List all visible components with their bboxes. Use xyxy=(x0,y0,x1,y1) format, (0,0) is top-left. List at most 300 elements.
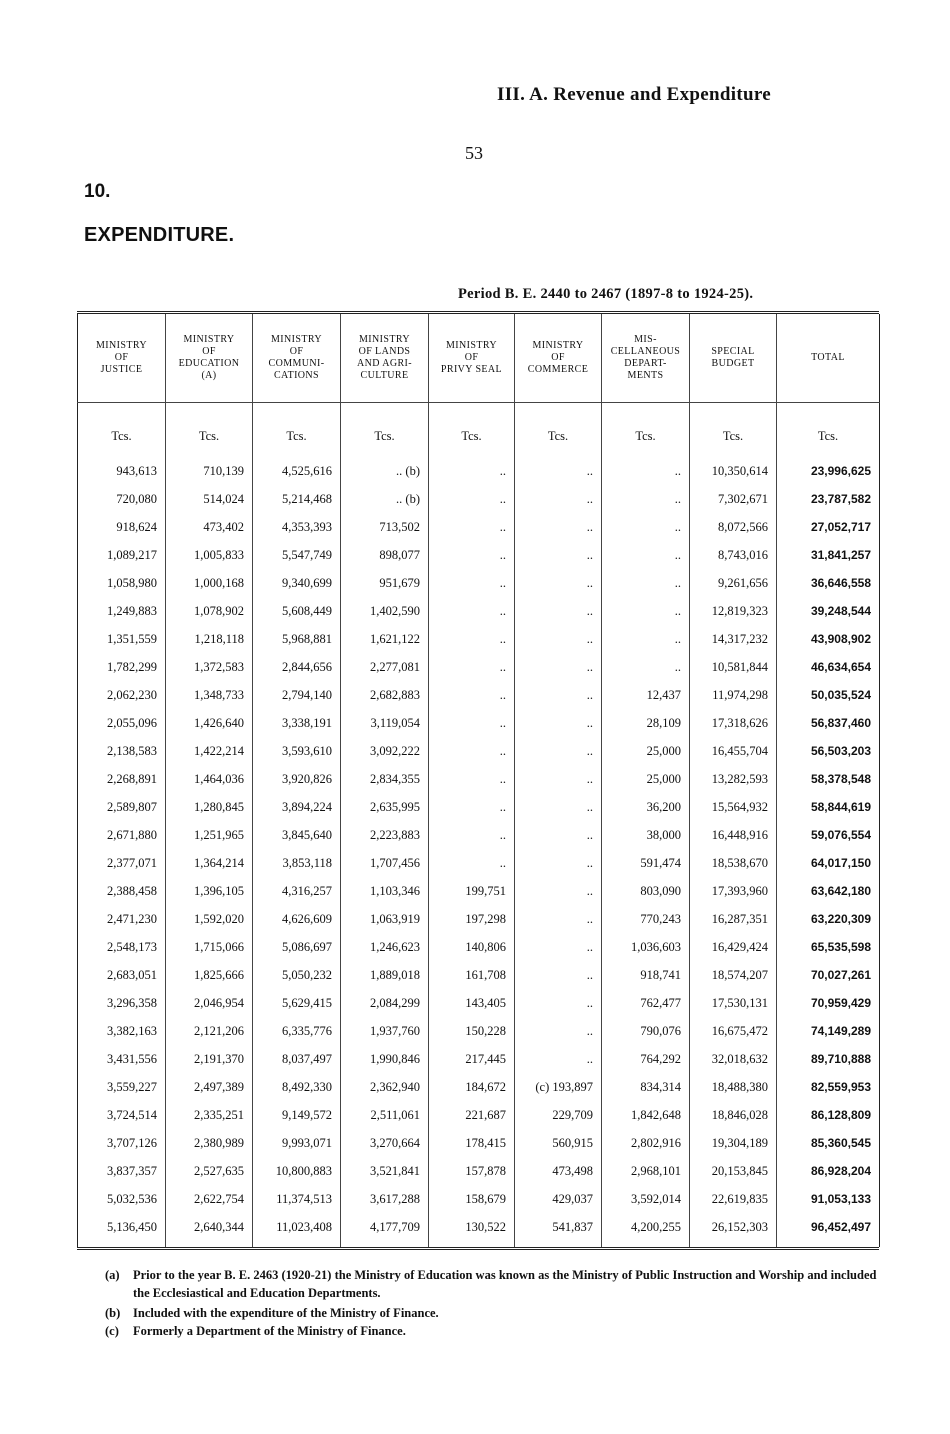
table-cell: 5,968,881 xyxy=(253,625,341,653)
table-cell: 429,037 xyxy=(515,1185,602,1213)
table-cell: 1,218,118 xyxy=(166,625,253,653)
table-cell: 5,629,415 xyxy=(253,989,341,1017)
table-cell: 2,277,081 xyxy=(341,653,429,681)
footnote-text: Formerly a Department of the Ministry of Finance. xyxy=(133,1324,406,1338)
table-cell: 1,889,018 xyxy=(341,961,429,989)
table-row xyxy=(78,989,880,1017)
table-cell: 770,243 xyxy=(602,905,690,933)
table-cell: 91,053,133 xyxy=(777,1185,880,1213)
table-cell: 22,619,835 xyxy=(690,1185,777,1213)
table-cell: 1,280,845 xyxy=(166,793,253,821)
table-cell: .. xyxy=(515,849,602,877)
table-cell: 5,032,536 xyxy=(78,1185,166,1213)
column-header-line: COMMERCE xyxy=(527,364,589,375)
table-cell: 3,617,288 xyxy=(341,1185,429,1213)
column-header-line: CULTURE xyxy=(360,370,409,381)
table-cell: 2,121,206 xyxy=(166,1017,253,1045)
table-cell: .. xyxy=(515,793,602,821)
table-cell: 217,445 xyxy=(429,1045,515,1073)
table-cell: 5,136,450 xyxy=(78,1213,166,1241)
table-cell: 43,908,902 xyxy=(777,625,880,653)
column-header xyxy=(602,314,690,403)
table-cell: 1,621,122 xyxy=(341,625,429,653)
unit-cell: Tcs. xyxy=(690,403,777,458)
table-cell: 713,502 xyxy=(341,513,429,541)
table-cell: .. xyxy=(515,513,602,541)
column-header-line: EDUCATION xyxy=(178,358,240,369)
table-row xyxy=(78,793,880,821)
table-cell: 140,806 xyxy=(429,933,515,961)
page-number: 53 xyxy=(465,143,483,163)
table-cell: .. xyxy=(602,457,690,485)
table-cell: 4,353,393 xyxy=(253,513,341,541)
table-cell: .. xyxy=(515,989,602,1017)
table-cell: 36,200 xyxy=(602,793,690,821)
table-cell: 9,993,071 xyxy=(253,1129,341,1157)
table-row xyxy=(78,597,880,625)
table-cell: 11,023,408 xyxy=(253,1213,341,1241)
table-row xyxy=(78,653,880,681)
column-header-line: OF xyxy=(551,352,565,363)
table-cell: 26,152,303 xyxy=(690,1213,777,1241)
table-cell: 23,996,625 xyxy=(777,457,880,485)
table-cell: 36,646,558 xyxy=(777,569,880,597)
table-cell: 1,372,583 xyxy=(166,653,253,681)
table-cell: .. (b) xyxy=(341,485,429,513)
table-cell: 12,819,323 xyxy=(690,597,777,625)
column-header-line: OF LANDS xyxy=(358,346,411,357)
table-cell: .. xyxy=(515,765,602,793)
column-header-line: SPECIAL xyxy=(711,346,755,357)
table-cell: 3,920,826 xyxy=(253,765,341,793)
spacer-cell xyxy=(253,1241,341,1247)
table-cell: 5,608,449 xyxy=(253,597,341,625)
table-cell: 7,302,671 xyxy=(690,485,777,513)
table-cell: 56,837,460 xyxy=(777,709,880,737)
table-cell: .. xyxy=(429,597,515,625)
table-cell: .. xyxy=(429,457,515,485)
table-cell: 86,128,809 xyxy=(777,1101,880,1129)
table-cell: 2,640,344 xyxy=(166,1213,253,1241)
footnote-mark: (a) xyxy=(105,1268,120,1282)
table-cell: 473,402 xyxy=(166,513,253,541)
table-cell: .. xyxy=(429,541,515,569)
table-cell: 764,292 xyxy=(602,1045,690,1073)
table-cell: 1,707,456 xyxy=(341,849,429,877)
column-header xyxy=(777,314,880,403)
table-cell: 39,248,544 xyxy=(777,597,880,625)
period-caption: Period B. E. 2440 to 2467 (1897-8 to 1924-25). xyxy=(458,286,754,302)
table-cell: 1,782,299 xyxy=(78,653,166,681)
table-spacer xyxy=(78,1241,880,1247)
spacer-cell xyxy=(602,1241,690,1247)
table-cell: .. xyxy=(515,709,602,737)
table-cell: 58,378,548 xyxy=(777,765,880,793)
column-header-line: OF xyxy=(202,346,216,357)
table-row xyxy=(78,1157,880,1185)
column-header-line: CELLANEOUS xyxy=(610,346,681,357)
table-cell: 790,076 xyxy=(602,1017,690,1045)
spacer-cell xyxy=(166,1241,253,1247)
table-row xyxy=(78,569,880,597)
table-cell: 803,090 xyxy=(602,877,690,905)
table-cell: .. xyxy=(515,541,602,569)
table-row xyxy=(78,625,880,653)
expenditure-table-frame xyxy=(77,311,879,1250)
unit-cell: Tcs. xyxy=(602,403,690,458)
table-cell: 16,429,424 xyxy=(690,933,777,961)
column-header xyxy=(78,314,166,403)
spacer-cell xyxy=(777,1241,880,1247)
spacer-cell xyxy=(429,1241,515,1247)
table-cell: 1,036,603 xyxy=(602,933,690,961)
footnote-text: Prior to the year B. E. 2463 (1920-21) the Ministry of Education was known as the Ministry of Public Instruction and Worship and included the Ecclesiastical and Education Departments. xyxy=(133,1268,877,1300)
table-row xyxy=(78,513,880,541)
column-header-line: OF xyxy=(289,346,304,357)
table-cell: 2,191,370 xyxy=(166,1045,253,1073)
table-cell: 85,360,545 xyxy=(777,1129,880,1157)
table-cell: 2,377,071 xyxy=(78,849,166,877)
table-cell: 14,317,232 xyxy=(690,625,777,653)
column-header-line: (A) xyxy=(201,370,217,381)
table-cell: 50,035,524 xyxy=(777,681,880,709)
table-cell: .. xyxy=(515,933,602,961)
expenditure-table xyxy=(77,314,880,1247)
table-cell: .. xyxy=(429,793,515,821)
table-cell: 27,052,717 xyxy=(777,513,880,541)
table-cell: 2,622,754 xyxy=(166,1185,253,1213)
column-header-line: AND AGRI- xyxy=(357,358,412,369)
table-cell: .. xyxy=(602,653,690,681)
table-cell: .. xyxy=(602,625,690,653)
table-cell: 11,974,298 xyxy=(690,681,777,709)
unit-cell: Tcs. xyxy=(515,403,602,458)
table-cell: 31,841,257 xyxy=(777,541,880,569)
spacer-cell xyxy=(78,1241,166,1247)
spacer-cell xyxy=(690,1241,777,1247)
table-cell: 2,388,458 xyxy=(78,877,166,905)
table-cell: .. xyxy=(515,1045,602,1073)
section-title: III. A. Revenue and Expenditure xyxy=(497,84,771,105)
unit-cell: Tcs. xyxy=(253,403,341,458)
table-cell: 3,707,126 xyxy=(78,1129,166,1157)
table-cell: 2,834,355 xyxy=(341,765,429,793)
table-cell: 2,682,883 xyxy=(341,681,429,709)
table-cell: 56,503,203 xyxy=(777,737,880,765)
table-cell: 4,626,609 xyxy=(253,905,341,933)
column-header-line: TOTAL xyxy=(811,352,845,363)
table-row xyxy=(78,1129,880,1157)
table-cell: (c) 193,897 xyxy=(515,1073,602,1101)
table-cell: 10,350,614 xyxy=(690,457,777,485)
table-cell: 8,072,566 xyxy=(690,513,777,541)
column-header xyxy=(515,314,602,403)
table-cell: 710,139 xyxy=(166,457,253,485)
unit-cell: Tcs. xyxy=(341,403,429,458)
table-row xyxy=(78,1073,880,1101)
unit-cell: Tcs. xyxy=(429,403,515,458)
column-header-row xyxy=(78,314,880,403)
table-row xyxy=(78,821,880,849)
table-cell: .. xyxy=(515,569,602,597)
table-cell: 46,634,654 xyxy=(777,653,880,681)
table-cell: 9,340,699 xyxy=(253,569,341,597)
table-cell: 1,103,346 xyxy=(341,877,429,905)
table-row xyxy=(78,1101,880,1129)
table-cell: 17,318,626 xyxy=(690,709,777,737)
table-cell: 63,642,180 xyxy=(777,877,880,905)
table-cell: 4,525,616 xyxy=(253,457,341,485)
column-header-line: JUSTICE xyxy=(100,364,143,375)
table-cell: 2,046,954 xyxy=(166,989,253,1017)
column-header-line: OF xyxy=(464,352,479,363)
table-cell: .. xyxy=(429,653,515,681)
table-cell: .. xyxy=(515,877,602,905)
table-row xyxy=(78,849,880,877)
table-cell: 2,084,299 xyxy=(341,989,429,1017)
table-cell: 178,415 xyxy=(429,1129,515,1157)
table-row xyxy=(78,485,880,513)
table-cell: 3,431,556 xyxy=(78,1045,166,1073)
unit-row xyxy=(78,403,880,458)
table-cell: 1,426,640 xyxy=(166,709,253,737)
table-cell: 918,624 xyxy=(78,513,166,541)
table-cell: 1,937,760 xyxy=(341,1017,429,1045)
table-row xyxy=(78,1045,880,1073)
table-cell: .. xyxy=(515,737,602,765)
table-cell: 1,990,846 xyxy=(341,1045,429,1073)
table-cell: 2,794,140 xyxy=(253,681,341,709)
table-row xyxy=(78,765,880,793)
table-cell: 3,853,118 xyxy=(253,849,341,877)
table-row xyxy=(78,709,880,737)
table-row xyxy=(78,1213,880,1241)
table-cell: 89,710,888 xyxy=(777,1045,880,1073)
table-cell: 74,149,289 xyxy=(777,1017,880,1045)
column-header-line: CATIONS xyxy=(273,370,320,381)
column-header-line: MINISTRY xyxy=(446,340,497,351)
table-row xyxy=(78,905,880,933)
table-cell: 918,741 xyxy=(602,961,690,989)
table-cell: 70,027,261 xyxy=(777,961,880,989)
column-header-line: MINISTRY xyxy=(96,340,147,351)
table-cell: 6,335,776 xyxy=(253,1017,341,1045)
column-header-line: MIS- xyxy=(634,334,657,345)
column-header xyxy=(166,314,253,403)
table-cell: 197,298 xyxy=(429,905,515,933)
table-cell: 1,078,902 xyxy=(166,597,253,625)
column-header-line: DEPART- xyxy=(624,358,667,369)
table-cell: 2,380,989 xyxy=(166,1129,253,1157)
table-cell: 32,018,632 xyxy=(690,1045,777,1073)
footnotes xyxy=(105,1266,885,1340)
table-cell: 1,089,217 xyxy=(78,541,166,569)
table-cell: 1,592,020 xyxy=(166,905,253,933)
table-cell: 63,220,309 xyxy=(777,905,880,933)
table-row xyxy=(78,877,880,905)
table-cell: 25,000 xyxy=(602,737,690,765)
table-cell: 951,679 xyxy=(341,569,429,597)
table-cell: 17,393,960 xyxy=(690,877,777,905)
table-cell: 130,522 xyxy=(429,1213,515,1241)
table-cell: .. xyxy=(429,513,515,541)
table-cell: 20,153,845 xyxy=(690,1157,777,1185)
table-cell: 2,497,389 xyxy=(166,1073,253,1101)
table-cell: 3,119,054 xyxy=(341,709,429,737)
table-cell: .. xyxy=(429,737,515,765)
table-cell: 25,000 xyxy=(602,765,690,793)
table-cell: 184,672 xyxy=(429,1073,515,1101)
table-cell: 58,844,619 xyxy=(777,793,880,821)
table-cell: 18,538,670 xyxy=(690,849,777,877)
column-header-line: MINISTRY xyxy=(359,334,410,345)
table-cell: 1,825,666 xyxy=(166,961,253,989)
table-cell: 473,498 xyxy=(515,1157,602,1185)
table-cell: 943,613 xyxy=(78,457,166,485)
table-cell: 2,527,635 xyxy=(166,1157,253,1185)
table-cell: 3,559,227 xyxy=(78,1073,166,1101)
table-cell: 17,530,131 xyxy=(690,989,777,1017)
table-row xyxy=(78,1185,880,1213)
spacer-cell xyxy=(341,1241,429,1247)
table-cell: 4,177,709 xyxy=(341,1213,429,1241)
table-cell: 1,364,214 xyxy=(166,849,253,877)
table-cell: .. xyxy=(515,961,602,989)
table-cell: 5,214,468 xyxy=(253,485,341,513)
table-cell: 3,338,191 xyxy=(253,709,341,737)
table-cell: 2,802,916 xyxy=(602,1129,690,1157)
table-cell: .. xyxy=(429,765,515,793)
table-cell: 13,282,593 xyxy=(690,765,777,793)
table-cell: .. xyxy=(602,485,690,513)
table-cell: 834,314 xyxy=(602,1073,690,1101)
table-cell: 560,915 xyxy=(515,1129,602,1157)
column-header-line: OF xyxy=(114,352,129,363)
table-cell: 16,287,351 xyxy=(690,905,777,933)
table-cell: .. (b) xyxy=(341,457,429,485)
table-cell: 3,724,514 xyxy=(78,1101,166,1129)
table-cell: 199,751 xyxy=(429,877,515,905)
table-cell: 2,548,173 xyxy=(78,933,166,961)
table-cell: 161,708 xyxy=(429,961,515,989)
table-cell: 1,402,590 xyxy=(341,597,429,625)
table-cell: .. xyxy=(429,569,515,597)
table-cell: 3,593,610 xyxy=(253,737,341,765)
column-header-line: MINISTRY xyxy=(183,334,235,345)
table-cell: .. xyxy=(515,625,602,653)
column-header xyxy=(341,314,429,403)
table-row xyxy=(78,681,880,709)
table-cell: 18,846,028 xyxy=(690,1101,777,1129)
column-header-line: MENTS xyxy=(627,370,664,381)
column-header-line: COMMUNI- xyxy=(268,358,325,369)
table-cell: 10,800,883 xyxy=(253,1157,341,1185)
table-cell: 12,437 xyxy=(602,681,690,709)
column-header xyxy=(690,314,777,403)
column-header xyxy=(253,314,341,403)
table-cell: 11,374,513 xyxy=(253,1185,341,1213)
table-body xyxy=(78,403,880,1248)
table-cell: .. xyxy=(602,541,690,569)
table-cell: 16,448,916 xyxy=(690,821,777,849)
table-cell: 1,351,559 xyxy=(78,625,166,653)
table-title: EXPENDITURE. xyxy=(84,224,235,246)
table-cell: 5,050,232 xyxy=(253,961,341,989)
table-cell: 3,592,014 xyxy=(602,1185,690,1213)
table-cell: 70,959,429 xyxy=(777,989,880,1017)
table-cell: .. xyxy=(515,653,602,681)
table-cell: 2,844,656 xyxy=(253,653,341,681)
table-cell: 82,559,953 xyxy=(777,1073,880,1101)
table-cell: 4,316,257 xyxy=(253,877,341,905)
table-cell: 3,894,224 xyxy=(253,793,341,821)
table-cell: 5,547,749 xyxy=(253,541,341,569)
table-cell: 8,037,497 xyxy=(253,1045,341,1073)
table-cell: 1,063,919 xyxy=(341,905,429,933)
table-cell: 23,787,582 xyxy=(777,485,880,513)
table-cell: 10,581,844 xyxy=(690,653,777,681)
table-cell: 2,589,807 xyxy=(78,793,166,821)
unit-cell: Tcs. xyxy=(166,403,253,458)
table-cell: 762,477 xyxy=(602,989,690,1017)
table-cell: 1,058,980 xyxy=(78,569,166,597)
table-cell: 2,055,096 xyxy=(78,709,166,737)
table-row xyxy=(78,933,880,961)
table-cell: 18,574,207 xyxy=(690,961,777,989)
table-cell: 143,405 xyxy=(429,989,515,1017)
table-cell: 2,062,230 xyxy=(78,681,166,709)
table-cell: 2,511,061 xyxy=(341,1101,429,1129)
table-cell: 898,077 xyxy=(341,541,429,569)
table-cell: 1,000,168 xyxy=(166,569,253,597)
table-cell: 1,842,648 xyxy=(602,1101,690,1129)
table-cell: 28,109 xyxy=(602,709,690,737)
table-cell: 8,492,330 xyxy=(253,1073,341,1101)
unit-cell: Tcs. xyxy=(777,403,880,458)
table-cell: .. xyxy=(515,821,602,849)
table-cell: 2,362,940 xyxy=(341,1073,429,1101)
table-cell: 229,709 xyxy=(515,1101,602,1129)
table-cell: 2,683,051 xyxy=(78,961,166,989)
table-cell: 2,635,995 xyxy=(341,793,429,821)
table-cell: 8,743,016 xyxy=(690,541,777,569)
table-row xyxy=(78,541,880,569)
table-cell: 3,296,358 xyxy=(78,989,166,1017)
footnote xyxy=(105,1322,885,1340)
table-cell: .. xyxy=(602,569,690,597)
table-cell: 1,422,214 xyxy=(166,737,253,765)
footnote-text: Included with the expenditure of the Ministry of Finance. xyxy=(133,1306,439,1320)
table-cell: .. xyxy=(515,1017,602,1045)
table-cell: 3,382,163 xyxy=(78,1017,166,1045)
table-cell: 150,228 xyxy=(429,1017,515,1045)
table-cell: 1,251,965 xyxy=(166,821,253,849)
column-header xyxy=(429,314,515,403)
table-cell: 19,304,189 xyxy=(690,1129,777,1157)
table-cell: .. xyxy=(515,681,602,709)
table-cell: 1,249,883 xyxy=(78,597,166,625)
table-cell: 86,928,204 xyxy=(777,1157,880,1185)
column-header-line: MINISTRY xyxy=(271,334,322,345)
table-row xyxy=(78,1017,880,1045)
table-cell: 3,837,357 xyxy=(78,1157,166,1185)
table-cell: .. xyxy=(515,457,602,485)
table-cell: .. xyxy=(429,681,515,709)
table-cell: 3,092,222 xyxy=(341,737,429,765)
table-cell: 541,837 xyxy=(515,1213,602,1241)
table-cell: .. xyxy=(602,513,690,541)
table-cell: .. xyxy=(429,849,515,877)
